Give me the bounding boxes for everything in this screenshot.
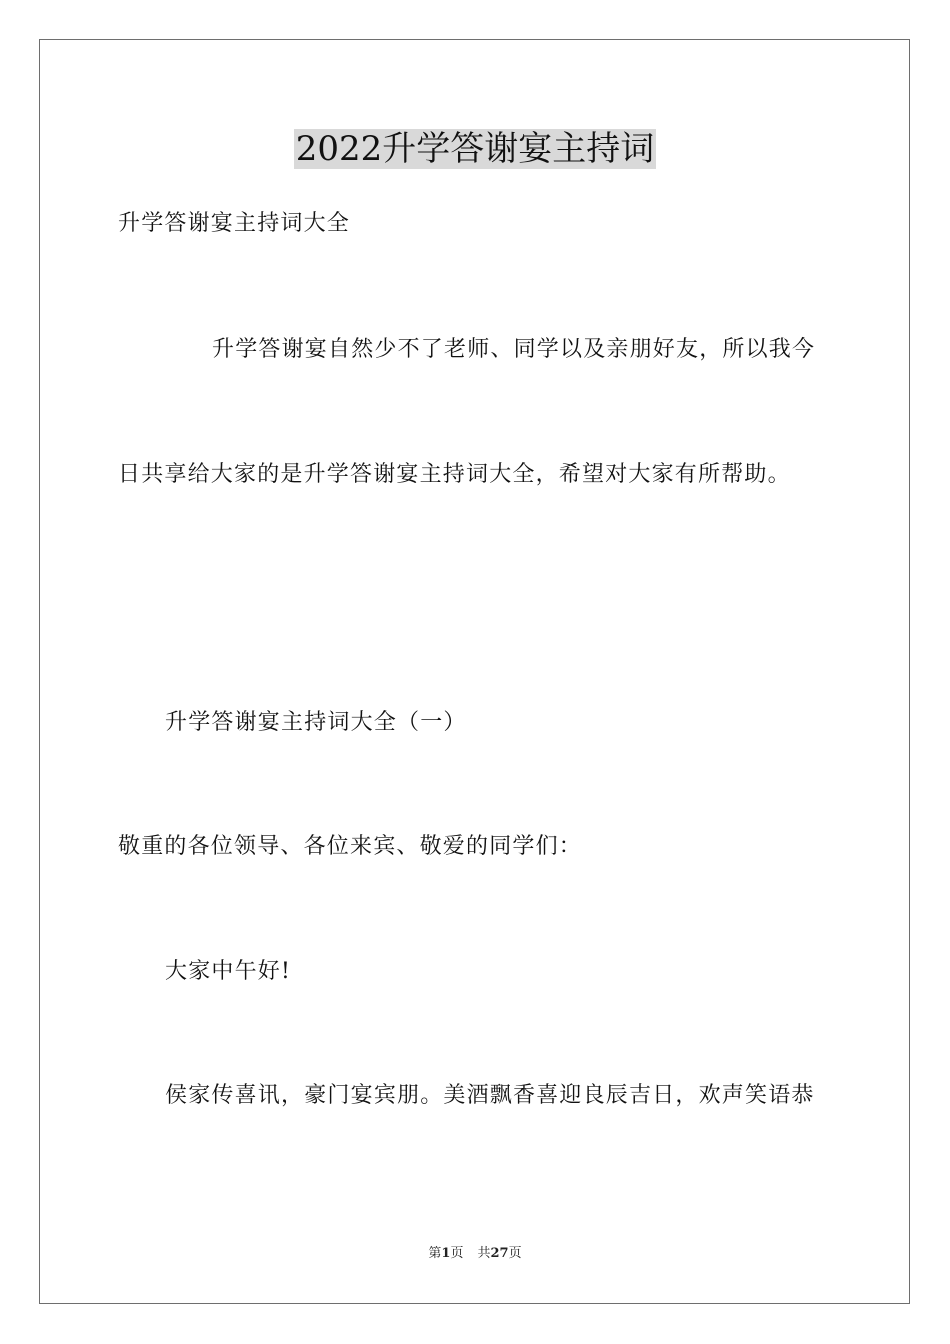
section-heading: 升学答谢宴主持词大全（一） xyxy=(165,710,467,735)
footer-page-prefix: 第 xyxy=(428,1246,442,1261)
document-subtitle: 升学答谢宴主持词大全 xyxy=(118,211,351,236)
greeting-text: 大家中午好! xyxy=(165,959,292,984)
footer-page-number: 1 xyxy=(441,1246,451,1261)
footer-total-suffix: 页 xyxy=(508,1246,522,1261)
footer-total-prefix: 共 xyxy=(477,1246,491,1261)
intro-paragraph-line-2: 日共享给大家的是升学答谢宴主持词大全，希望对大家有所帮助。 xyxy=(118,462,791,487)
body-paragraph-line-1: 侯家传喜讯，豪门宴宾朋。美酒飘香喜迎良辰吉日，欢声笑语恭 xyxy=(165,1083,815,1108)
document-title-text: 2022升学答谢宴主持词 xyxy=(295,129,655,169)
page-footer xyxy=(0,1245,950,1263)
footer-page-suffix: 页 xyxy=(450,1246,464,1261)
intro-paragraph-line-1: 升学答谢宴自然少不了老师、同学以及亲朋好友，所以我今 xyxy=(212,337,816,362)
salutation-text: 敬重的各位领导、各位来宾、敬爱的同学们： xyxy=(118,834,583,859)
footer-total-pages: 27 xyxy=(490,1246,509,1261)
document-title xyxy=(0,127,950,171)
